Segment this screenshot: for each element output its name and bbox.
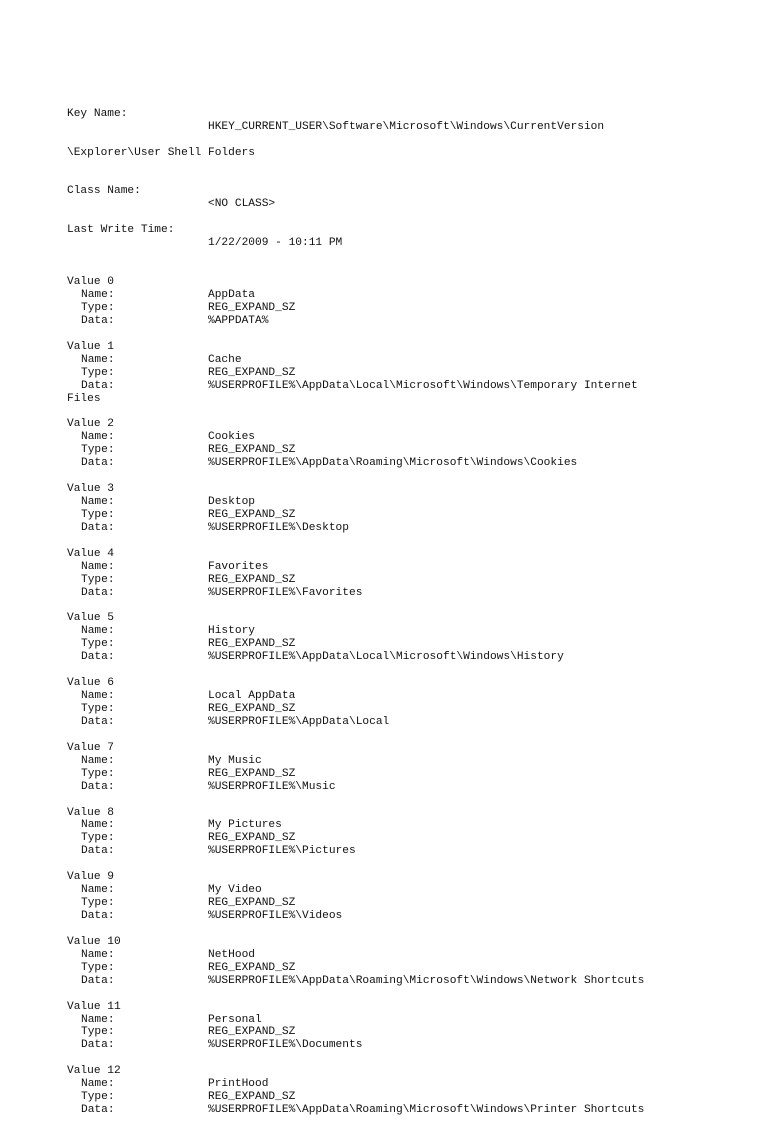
- type-label: Type:: [81, 1026, 115, 1039]
- last-write-time-label: Last Write Time:: [67, 224, 175, 237]
- value-type-line: [67, 832, 296, 845]
- value-name: NetHood: [208, 948, 255, 961]
- value-title-line: [67, 418, 114, 431]
- name-label: Name:: [81, 754, 115, 767]
- value-data-line: [67, 715, 390, 729]
- value-type-line: [67, 961, 296, 975]
- value-data-line: [67, 780, 336, 794]
- value-title: Value 7: [67, 741, 114, 754]
- value-title-line: [67, 483, 114, 496]
- value-data-line: [67, 314, 269, 328]
- value-name: Cookies: [208, 431, 255, 444]
- name-label: Name:: [81, 560, 115, 573]
- registry-export-document: [67, 43, 645, 1130]
- type-label: Type:: [81, 832, 115, 845]
- value-type: REG_EXPAND_SZ: [208, 638, 296, 651]
- value-title: Value 4: [67, 547, 114, 560]
- value-name: AppData: [208, 289, 255, 302]
- blank-line: [67, 794, 107, 807]
- value-data: %USERPROFILE%\AppData\Roaming\Microsoft\Windows\Printer Shortcuts: [208, 1104, 645, 1117]
- value-name: Local AppData: [208, 690, 296, 703]
- blank-line: [67, 405, 107, 418]
- value-title-line: [67, 340, 114, 354]
- value-name-line: [67, 289, 255, 302]
- data-label: Data:: [81, 457, 115, 470]
- blank-line: [67, 923, 107, 936]
- registry-value-block: [67, 470, 349, 535]
- value-name: Desktop: [208, 496, 255, 509]
- value-type-line: [67, 1091, 296, 1104]
- value-type-line: [67, 638, 296, 651]
- blank-line: [67, 535, 107, 548]
- value-name-line: [67, 884, 262, 897]
- value-type: REG_EXPAND_SZ: [208, 832, 296, 845]
- value-type: REG_EXPAND_SZ: [208, 444, 296, 457]
- value-title: Value 9: [67, 871, 114, 884]
- value-name-line: [67, 431, 255, 444]
- value-data-line: [67, 521, 349, 535]
- value-title-line: [67, 1000, 121, 1014]
- key-name-continuation-line: [67, 134, 255, 159]
- type-label: Type:: [81, 573, 115, 586]
- registry-value-block: [67, 276, 296, 328]
- value-name-line: [67, 690, 296, 703]
- value-title: Value 6: [67, 677, 114, 690]
- data-label: Data:: [81, 780, 115, 793]
- value-data: %USERPROFILE%\AppData\Local\Microsoft\Windows\Temporary Internet: [208, 379, 638, 392]
- value-data: %USERPROFILE%\Favorites: [208, 586, 363, 599]
- value-name-line: [67, 353, 242, 367]
- value-title: Value 10: [67, 935, 121, 948]
- value-type-line: [67, 508, 296, 522]
- name-label: Name:: [81, 625, 115, 638]
- name-label: Name:: [81, 884, 115, 897]
- type-label: Type:: [81, 638, 115, 651]
- value-data: %USERPROFILE%\Desktop: [208, 521, 349, 534]
- value-type-line: [67, 573, 296, 587]
- value-type: REG_EXPAND_SZ: [208, 703, 296, 716]
- class-name-label: Class Name:: [67, 185, 141, 198]
- value-data-line: [67, 974, 645, 988]
- value-name: History: [208, 625, 255, 638]
- value-type: REG_EXPAND_SZ: [208, 366, 296, 379]
- data-label: Data:: [81, 586, 115, 599]
- registry-value-list: [67, 276, 645, 1117]
- value-type-line: [67, 1026, 296, 1039]
- type-label: Type:: [81, 961, 115, 974]
- data-label: Data:: [81, 379, 115, 392]
- value-name-line: [67, 496, 255, 509]
- value-title: Value 1: [67, 340, 114, 353]
- registry-value-block: [67, 600, 564, 665]
- registry-value-block: [67, 328, 638, 406]
- value-title: Value 2: [67, 418, 114, 431]
- key-name-label: Key Name:: [67, 107, 128, 120]
- type-label: Type:: [81, 366, 115, 379]
- value-title-line: [67, 276, 114, 289]
- value-data: %USERPROFILE%\Pictures: [208, 845, 356, 858]
- registry-value-block: [67, 535, 363, 600]
- value-name: PrintHood: [208, 1078, 269, 1091]
- value-name: My Music: [208, 754, 262, 767]
- data-label: Data:: [81, 521, 115, 534]
- value-data: %USERPROFILE%\AppData\Local: [208, 715, 390, 728]
- name-label: Name:: [81, 1078, 115, 1091]
- value-data: %USERPROFILE%\Music: [208, 780, 336, 793]
- key-name-value: HKEY_CURRENT_USER\Software\Microsoft\Windows\CurrentVersion: [208, 120, 605, 133]
- value-type-line: [67, 703, 296, 716]
- value-type: REG_EXPAND_SZ: [208, 961, 296, 974]
- value-name-line: [67, 1013, 262, 1027]
- value-name: Cache: [208, 353, 242, 366]
- name-label: Name:: [81, 353, 115, 366]
- name-label: Name:: [81, 1013, 115, 1026]
- type-label: Type:: [81, 301, 115, 314]
- type-label: Type:: [81, 508, 115, 521]
- value-data: %USERPROFILE%\AppData\Roaming\Microsoft\Windows\Network Shortcuts: [208, 974, 645, 987]
- value-name-line: [67, 819, 282, 832]
- value-title-line: [67, 677, 114, 690]
- key-header: [67, 69, 605, 250]
- value-type: REG_EXPAND_SZ: [208, 1026, 296, 1039]
- value-data: %USERPROFILE%\Documents: [208, 1039, 363, 1052]
- last-write-time-value: 1/22/2009 - 10:11 PM: [208, 237, 343, 250]
- name-label: Name:: [81, 289, 115, 302]
- data-label: Data:: [81, 1104, 115, 1117]
- data-label: Data:: [81, 314, 115, 327]
- blank-line: [67, 858, 107, 871]
- type-label: Type:: [81, 1091, 115, 1104]
- value-type: REG_EXPAND_SZ: [208, 1091, 296, 1104]
- value-type: REG_EXPAND_SZ: [208, 301, 296, 314]
- value-title-line: [67, 1065, 121, 1078]
- data-label: Data:: [81, 910, 115, 923]
- data-label: Data:: [81, 1039, 115, 1052]
- value-title-line: [67, 741, 114, 755]
- value-name-line: [67, 948, 255, 962]
- last-write-time-line: [67, 211, 343, 250]
- type-label: Type:: [81, 703, 115, 716]
- key-name-continuation: \Explorer\User Shell Folders: [67, 146, 255, 159]
- value-name: Personal: [208, 1013, 262, 1026]
- value-data-line: [67, 1104, 645, 1117]
- value-data-line: [67, 651, 564, 664]
- value-data: %USERPROFILE%\Videos: [208, 910, 343, 923]
- blank-line: [67, 729, 107, 742]
- value-name: My Pictures: [208, 819, 282, 832]
- value-data-line: [67, 910, 343, 923]
- value-name-line: [67, 1078, 269, 1091]
- value-title-line: [67, 612, 114, 625]
- value-name-line: [67, 754, 262, 768]
- data-label: Data:: [81, 845, 115, 858]
- value-type-line: [67, 301, 296, 315]
- value-title: Value 8: [67, 806, 114, 819]
- value-data: %APPDATA%: [208, 314, 269, 327]
- value-title-line: [67, 547, 114, 561]
- blank-line: [67, 600, 107, 613]
- registry-value-block: [67, 729, 336, 794]
- data-label: Data:: [81, 715, 115, 728]
- registry-value-block: [67, 1052, 645, 1117]
- value-data: %USERPROFILE%\AppData\Roaming\Microsoft\Windows\Cookies: [208, 457, 578, 470]
- value-name: My Video: [208, 884, 262, 897]
- registry-value-block: [67, 858, 343, 923]
- registry-value-block: [67, 923, 645, 988]
- value-title: Value 0: [67, 276, 114, 289]
- name-label: Name:: [81, 431, 115, 444]
- name-label: Name:: [81, 496, 115, 509]
- blank-line: [67, 988, 107, 1001]
- class-name-line: [67, 173, 276, 211]
- registry-value-block: [67, 664, 390, 729]
- value-name-line: [67, 560, 269, 574]
- value-type-line: [67, 897, 296, 910]
- data-label: Data:: [81, 974, 115, 987]
- value-title-line: [67, 871, 114, 884]
- data-label: Data:: [81, 651, 115, 664]
- type-label: Type:: [81, 767, 115, 780]
- value-title: Value 3: [67, 483, 114, 496]
- name-label: Name:: [81, 819, 115, 832]
- value-title-line: [67, 806, 114, 820]
- value-type-line: [67, 767, 296, 781]
- value-title-line: [67, 935, 121, 949]
- registry-value-block: [67, 988, 363, 1053]
- value-data-line: [67, 1039, 363, 1052]
- value-type-line: [67, 366, 296, 380]
- value-name: Favorites: [208, 560, 269, 573]
- blank-line: [67, 1052, 107, 1065]
- key-name-line: [67, 95, 605, 133]
- blank-line: [67, 664, 107, 677]
- class-name-value: <NO CLASS>: [208, 198, 276, 211]
- value-data-line: [67, 457, 578, 470]
- blank-line: [67, 328, 107, 341]
- blank-line: [67, 470, 107, 483]
- value-data: %USERPROFILE%\AppData\Local\Microsoft\Windows\History: [208, 651, 564, 664]
- value-type: REG_EXPAND_SZ: [208, 573, 296, 586]
- value-title: Value 11: [67, 1000, 121, 1013]
- value-type: REG_EXPAND_SZ: [208, 508, 296, 521]
- value-title: Value 5: [67, 612, 114, 625]
- type-label: Type:: [81, 897, 115, 910]
- value-data-continuation-line: [67, 393, 107, 406]
- registry-value-block: [67, 794, 356, 859]
- value-title: Value 12: [67, 1065, 121, 1078]
- value-data-line: [67, 845, 356, 858]
- value-data-line: [67, 379, 638, 393]
- registry-value-block: [67, 405, 578, 470]
- value-data-continuation: Files: [67, 392, 101, 405]
- name-label: Name:: [81, 948, 115, 961]
- value-data-line: [67, 586, 363, 600]
- value-type: REG_EXPAND_SZ: [208, 767, 296, 780]
- name-label: Name:: [81, 690, 115, 703]
- value-type: REG_EXPAND_SZ: [208, 897, 296, 910]
- value-type-line: [67, 444, 296, 457]
- value-name-line: [67, 625, 255, 638]
- type-label: Type:: [81, 444, 115, 457]
